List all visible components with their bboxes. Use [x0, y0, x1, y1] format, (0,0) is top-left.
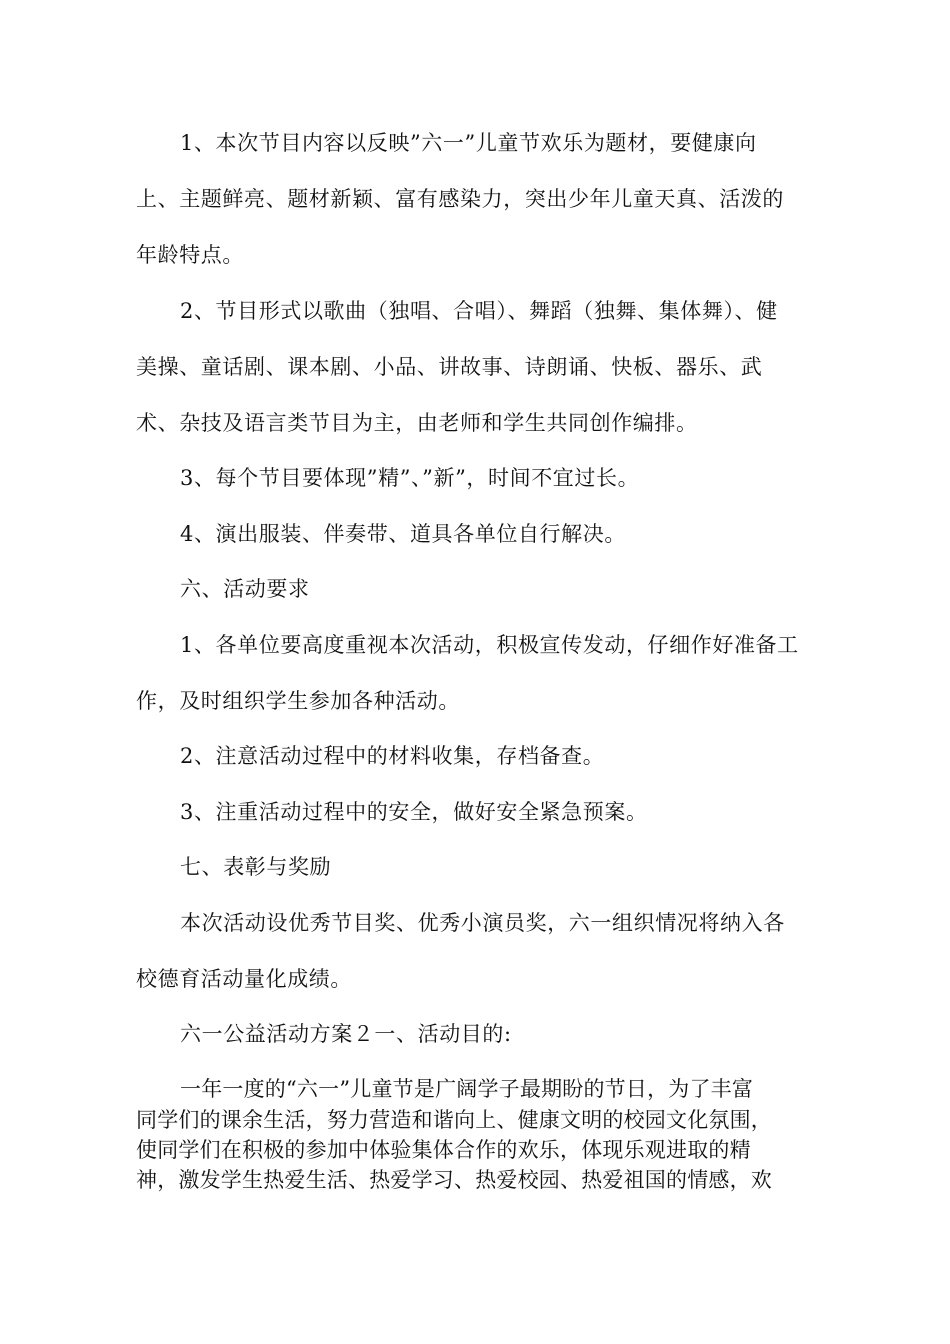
- paragraph-line: 使同学们在积极的参加中体验集体合作的欢乐，体现乐观进取的精: [136, 1138, 751, 1162]
- paragraph-line: 一年一度的“六一”儿童节是广阔学子最期盼的节日，为了丰富: [180, 1077, 754, 1101]
- paragraph-line: 上、主题鲜亮、题材新颖、富有感染力，突出少年儿童天真、活泼的: [136, 187, 784, 211]
- paragraph-line: 2、节目形式以歌曲（独唱、合唱）、舞蹈（独舞、集体舞）、健: [180, 299, 778, 323]
- paragraph-line: 3、注重活动过程中的安全，做好安全紧急预案。: [180, 800, 648, 824]
- paragraph-line: 1、各单位要高度重视本次活动，积极宣传发动，仔细作好准备工: [180, 633, 799, 657]
- section-heading: 六、活动要求: [180, 577, 310, 601]
- paragraph-line: 2、注意活动过程中的材料收集，存档备查。: [180, 744, 605, 768]
- paragraph-line: 六一公益活动方案２一、活动目的:: [180, 1022, 512, 1046]
- paragraph-line: 1、本次节目内容以反映”六一”儿童节欢乐为题材，要健康向: [180, 131, 757, 155]
- section-heading: 七、表彰与奖励: [180, 855, 332, 879]
- paragraph-line: 校德育活动量化成绩。: [136, 967, 352, 991]
- paragraph-line: 术、杂技及语言类节目为主，由老师和学生共同创作编排。: [136, 411, 698, 435]
- paragraph-line: 神，激发学生热爱生活、热爱学习、热爱校园、热爱祖国的情感，欢: [136, 1168, 772, 1192]
- paragraph-line: 年龄特点。: [136, 243, 244, 267]
- paragraph-line: 同学们的课余生活，努力营造和谐向上、健康文明的校园文化氛围，: [136, 1108, 772, 1132]
- paragraph-line: 作，及时组织学生参加各种活动。: [136, 689, 460, 713]
- paragraph-line: 本次活动设优秀节目奖、优秀小演员奖，六一组织情况将纳入各: [180, 911, 785, 935]
- paragraph-line: 4、演出服装、伴奏带、道具各单位自行解决。: [180, 522, 626, 546]
- paragraph-line: 3、每个节目要体现”精”、”新”，时间不宜过长。: [180, 466, 640, 490]
- paragraph-line: 美操、童话剧、课本剧、小品、讲故事、诗朗诵、快板、器乐、武: [136, 355, 763, 379]
